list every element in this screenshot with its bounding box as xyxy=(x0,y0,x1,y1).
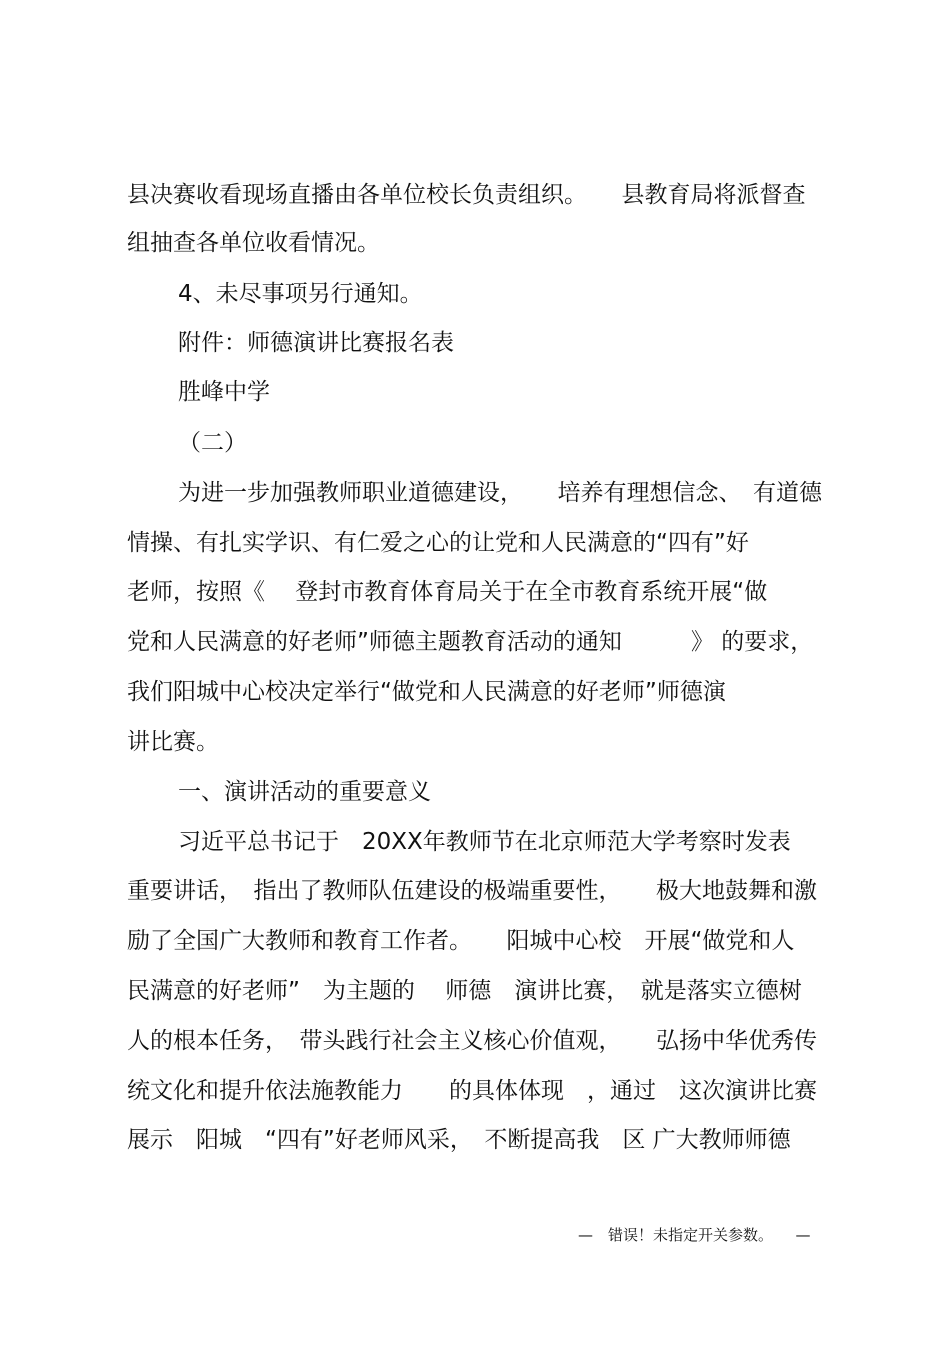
page-footer: — 错误！未指定开关参数。 — xyxy=(578,1226,811,1244)
text-line-11: 我们阳城中心校决定举行“做党和人民满意的好老师”师德演 xyxy=(127,679,726,705)
section-number: （二） xyxy=(178,430,247,456)
school-name-line: 胜峰中学 xyxy=(178,379,270,405)
text-line-17: 民满意的好老师” 为主题的 师德 演讲比赛， 就是落实立德树 xyxy=(127,978,802,1004)
text-line-15: 重要讲话， 指出了教师队伍建设的极端重要性， 极大地鼓舞和激 xyxy=(127,878,817,904)
text-line-10: 党和人民满意的好老师”师德主题教育活动的通知 》 的要求， xyxy=(127,629,814,655)
text-line-3: 4、未尽事项另行通知。 xyxy=(178,281,423,307)
section-heading-1: 一、演讲活动的重要意义 xyxy=(178,779,431,805)
text-line-19: 统文化和提升依法施教能力 的具体体现 ，通过 这次演讲比赛 xyxy=(127,1078,817,1104)
text-line-8: 情操、有扎实学识、有仁爱之心的让党和人民满意的“四有”好 xyxy=(127,530,749,556)
text-line-20: 展示 阳城 “四有”好老师风采， 不断提高我 区 广大教师师德 xyxy=(127,1127,791,1153)
text-line-16: 励了全国广大教师和教育工作者。 阳城中心校 开展“做党和人 xyxy=(127,928,795,954)
text-line-18: 人的根本任务， 带头践行社会主义核心价值观， 弘扬中华优秀传 xyxy=(127,1028,817,1054)
attachment-line: 附件：师德演讲比赛报名表 xyxy=(178,330,454,356)
text-line-12: 讲比赛。 xyxy=(127,729,219,755)
text-line-2: 组抽查各单位收看情况。 xyxy=(127,230,380,256)
text-line-1: 县决赛收看现场直播由各单位校长负责组织。 县教育局将派督查 xyxy=(127,182,806,208)
text-line-7: 为进一步加强教师职业道德建设， 培养有理想信念、 有道德 xyxy=(178,480,822,506)
text-line-14: 习近平总书记于 20XX年教师节在北京师范大学考察时发表 xyxy=(178,829,791,855)
text-line-9: 老师，按照《 登封市教育体育局关于在全市教育系统开展“做 xyxy=(127,579,768,605)
